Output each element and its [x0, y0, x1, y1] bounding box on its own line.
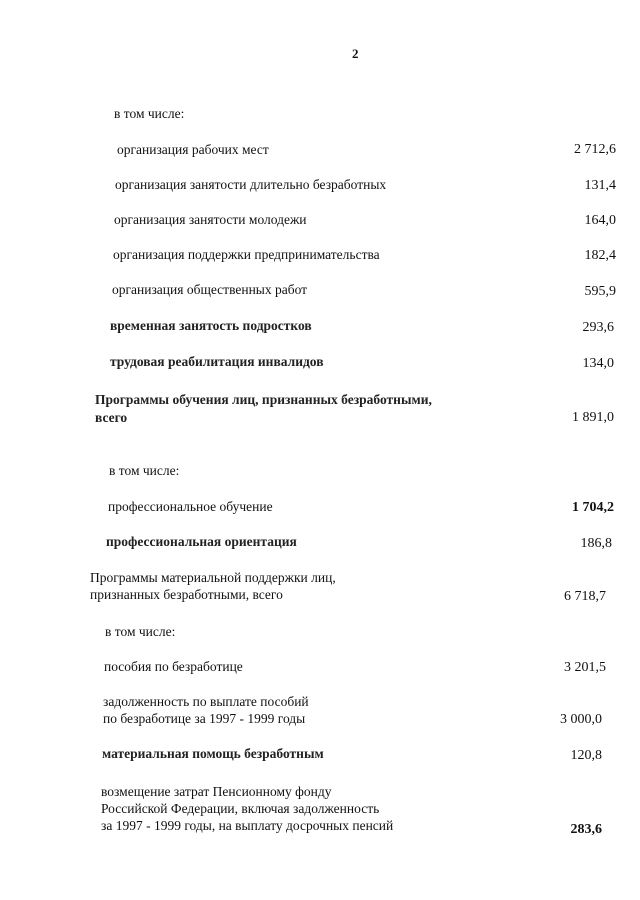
list-item-label: трудовая реабилитация инвалидов — [110, 354, 324, 369]
list-item-label: организация общественных работ — [112, 282, 308, 297]
list-item-value: 595,9 — [584, 284, 616, 299]
list-item-label: временная занятость подростков — [110, 318, 312, 333]
list-item-label: материальная помощь безработным — [102, 746, 324, 761]
list-item-value: 164,0 — [584, 213, 616, 228]
list-item-label: за 1997 - 1999 годы, на выплату досрочных пенсий — [101, 818, 394, 833]
section-total: 1 891,0 — [572, 410, 614, 425]
page-number: 2 — [352, 46, 359, 61]
list-item-value: 3 201,5 — [564, 660, 606, 675]
list-item-label: профессиональная ориентация — [106, 534, 297, 549]
list-item-value: 1 704,2 — [572, 500, 614, 515]
section-total: 6 718,7 — [564, 589, 606, 604]
section-title: признанных безработными, всего — [90, 587, 283, 602]
list-item-value: 134,0 — [582, 356, 614, 371]
list-item-label: организация занятости молодежи — [114, 212, 307, 227]
list-item-value: 182,4 — [584, 248, 616, 263]
section-title: Программы материальной поддержки лиц, — [90, 570, 336, 585]
section-incl-label: в том числе: — [114, 106, 185, 121]
section-incl-label: в том числе: — [105, 624, 176, 639]
section-title: Программы обучения лиц, признанных безработными, — [95, 392, 432, 407]
list-item-label: профессиональное обучение — [108, 499, 273, 514]
list-item-label: задолженность по выплате пособий — [103, 694, 309, 709]
list-item-value: 2 712,6 — [574, 142, 616, 157]
list-item-value: 3 000,0 — [560, 712, 602, 727]
list-item-value: 186,8 — [580, 536, 612, 551]
list-item-value: 283,6 — [570, 822, 602, 837]
list-item-value: 131,4 — [584, 178, 616, 193]
list-item-label: Российской Федерации, включая задолженность — [101, 801, 380, 816]
list-item-label: по безработице за 1997 - 1999 годы — [103, 711, 306, 726]
list-item-value: 293,6 — [582, 320, 614, 335]
list-item-label: возмещение затрат Пенсионному фонду — [101, 784, 332, 799]
list-item-label: пособия по безработице — [104, 659, 243, 674]
list-item-label: организация поддержки предпринимательства — [113, 247, 380, 262]
section-title: всего — [95, 410, 128, 425]
list-item-label: организация занятости длительно безработных — [115, 177, 387, 192]
list-item-value: 120,8 — [570, 748, 602, 763]
section-incl-label: в том числе: — [109, 463, 180, 478]
list-item-label: организация рабочих мест — [117, 142, 269, 157]
